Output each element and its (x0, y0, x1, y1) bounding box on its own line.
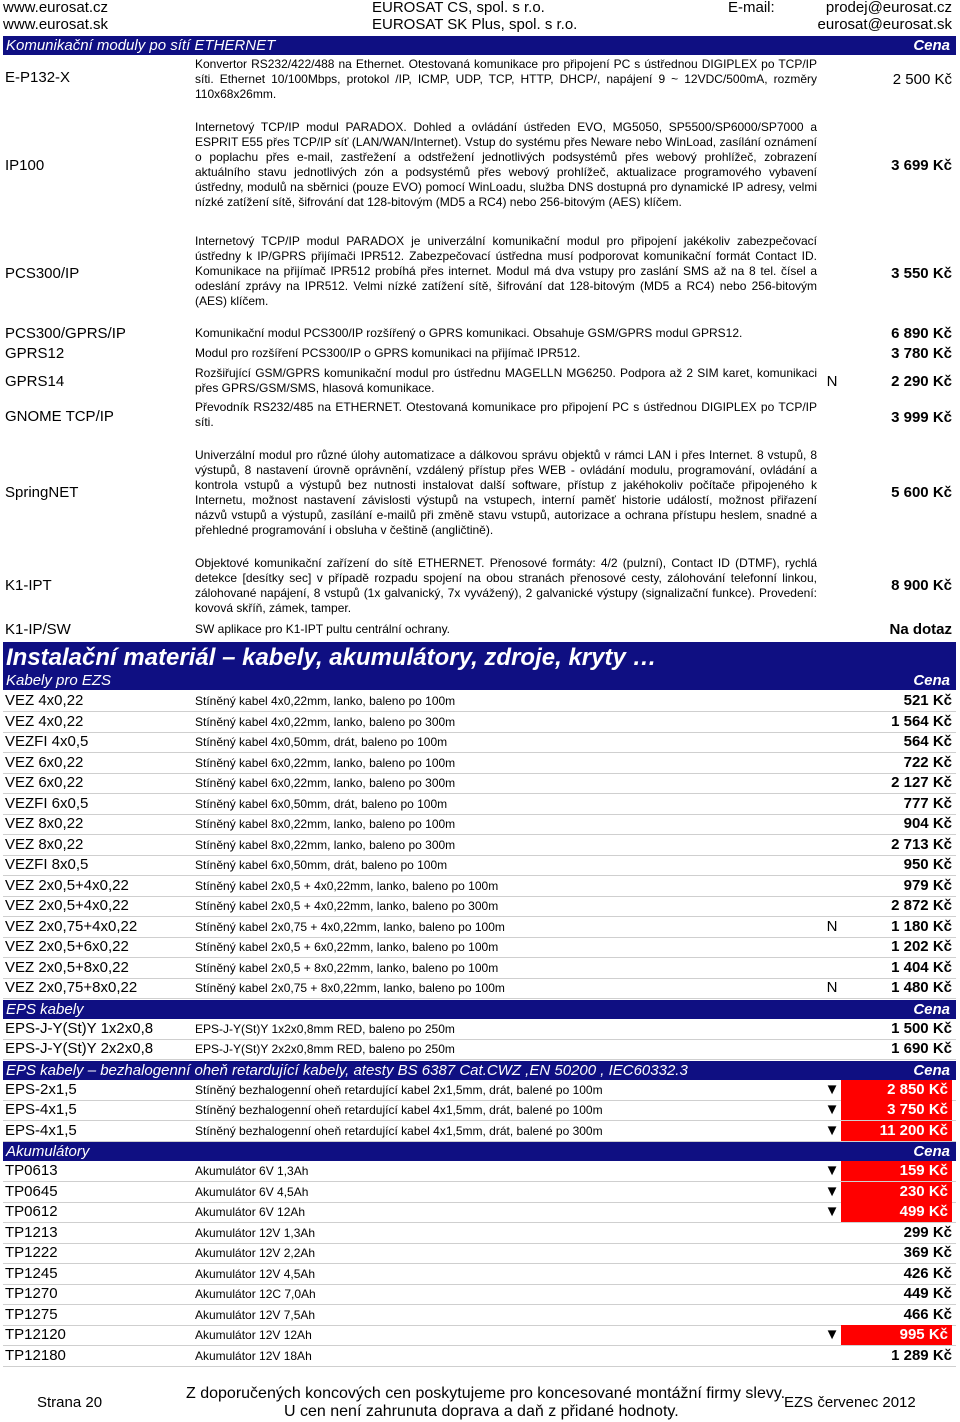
table-row (3, 876, 956, 897)
new-mark: N (826, 917, 838, 935)
item-description: Stíněný kabel 6x0,50mm, drát, baleno po 100m (195, 796, 448, 811)
section-ethernet-header (3, 36, 956, 55)
product-code: GPRS14 (5, 373, 65, 390)
item-description: Stíněný kabel 2x0,5 + 6x0,22mm, lanko, baleno po 100m (195, 940, 499, 954)
item-price: 1 289 Kč (891, 1346, 952, 1364)
item-price: 426 Kč (903, 1264, 952, 1282)
item-code: TP1245 (5, 1264, 58, 1282)
item-description: Stíněný kabel 6x0,22mm, lanko, baleno po 100m (195, 755, 456, 770)
item-description: Akumulátor 6V 12Ah (195, 1205, 306, 1219)
item-code: VEZ 8x0,22 (5, 835, 84, 853)
product-description: Převodník RS232/485 na ETHERNET. Otestovaná komunikace pro připojení PC s ústřednou DIGIPLEX po TCP/IP síti. (195, 400, 817, 429)
product-code: SpringNET (5, 484, 79, 501)
price-column-label: Cena (913, 1143, 950, 1160)
table-row (3, 1121, 956, 1142)
item-code: VEZ 4x0,22 (5, 712, 84, 730)
product-price: 3 550 Kč (891, 265, 952, 282)
item-description: Akumulátor 12V 2,2Ah (195, 1246, 316, 1260)
header-web-cz[interactable]: www.eurosat.cz (3, 0, 109, 16)
item-code: TP12120 (5, 1326, 66, 1343)
item-price: 230 Kč (841, 1182, 952, 1202)
header-company-sk: EUROSAT SK Plus, spol. s r.o. (372, 16, 578, 33)
product-code: PCS300/IP (5, 265, 80, 282)
product-code: GPRS12 (5, 345, 65, 362)
table-row (3, 1243, 956, 1264)
item-description: Stíněný bezhalogenní oheň retardující kabel 4x1,5mm, drát, balené po 300m (195, 1123, 603, 1138)
item-price: 2 127 Kč (891, 774, 952, 791)
page-number: Strana 20 (37, 1394, 103, 1411)
item-price: 1 690 Kč (891, 1040, 952, 1057)
item-code: EPS-2x1,5 (5, 1080, 77, 1098)
section-title: Akumulátory (6, 1143, 90, 1160)
item-price: 777 Kč (903, 794, 952, 812)
item-description: Stíněný bezhalogenní oheň retardující kabel 4x1,5mm, drát, balené po 100m (195, 1103, 603, 1117)
item-description: Stíněný kabel 2x0,5 + 4x0,22mm, lanko, baleno po 300m (195, 899, 499, 913)
item-description: Stíněný kabel 6x0,50mm, drát, baleno po 100m (195, 858, 448, 872)
new-mark: N (826, 373, 838, 390)
section-title: Instalační materiál – kabely, akumulátory, zdroje, kryty … (6, 644, 657, 671)
item-code: VEZFI 8x0,5 (5, 856, 89, 873)
item-price: 3 750 Kč (841, 1100, 952, 1120)
table-row (3, 1223, 956, 1244)
item-code: VEZ 6x0,22 (5, 753, 84, 771)
table-row (3, 1080, 956, 1101)
table-row (3, 1325, 956, 1346)
item-code: EPS-J-Y(St)Y 1x2x0,8 (5, 1019, 154, 1037)
product-price: Na dotaz (889, 621, 952, 638)
product-description: Modul pro rozšíření PCS300/IP o GPRS komunikaci na přijímač IPR512. (195, 346, 581, 360)
section-title: Kabely pro EZS (6, 672, 112, 689)
table-row (3, 1100, 956, 1121)
product-row (3, 344, 956, 364)
item-description: Akumulátor 6V 1,3Ah (195, 1164, 309, 1178)
item-description: Stíněný kabel 2x0,75 + 8x0,22mm, lanko, baleno po 100m (195, 981, 505, 995)
item-price: 722 Kč (903, 753, 952, 771)
item-price: 369 Kč (903, 1244, 952, 1261)
table-row (3, 1019, 956, 1040)
item-description: Akumulátor 6V 4,5Ah (195, 1184, 309, 1199)
product-description: Univerzální modul pro různé úlohy automatizace a dálkovou správu objektů v rámci LAN i přes Internet. 8 vstupů, 8 výstupů, 8 nastavení úrovně oprávnění, vzdálený přístup přes WEB - ovládání modulu, programování, ovládání a kontrola vstupů a výstupů bez nutnosti instalovat další software, přístup z jakéhokoliv počítače připojeného k Internetu, možnost nastavení závislosti výstupů na vstupech, interní paměť historie událostí, možnost přiřazení názvů vstupů a výstupů, zasílání e-mailů při změně stavu vstupů, autorizace a ochrana přístupu heslem, snadné a přehledné programování i obsluha v češtině (angličtině). (195, 448, 817, 537)
product-description: Internetový TCP/IP modul PARADOX je univerzální komunikační modul pro připojení jakékoliv zabezpečovací ústředny k IP/GPRS přijímači IPR512. Zabezpečovací ústředna musí podporovat komunikační formát Contact ID. Komunikace na přijímač IPR512 probíhá přes internet. Modul má dva vstupy pro zaslání SMS až na 8 tel. čísel a odeslání zprávy na IPR512. Velmi nízké zatížení sítě, šifrování dat 128-bitovým (MD5 a RC4) nebo 256-bitovým (AES) klíčem. (195, 234, 817, 308)
product-row (3, 57, 956, 102)
table-row (3, 1305, 956, 1326)
product-description: Komunikační modul PCS300/IP rozšířený o GPRS komunikaci. Obsahuje GSM/GPRS modul GPRS12. (195, 326, 743, 340)
item-description: Stíněný kabel 4x0,50mm, drát, baleno po 100m (195, 735, 448, 749)
table-row (3, 1284, 956, 1305)
item-description: Stíněný kabel 2x0,5 + 8x0,22mm, lanko, baleno po 100m (195, 960, 499, 975)
item-description: Akumulátor 12V 1,3Ah (195, 1225, 316, 1240)
product-row (3, 448, 956, 538)
price-down-icon: ▼ (824, 1121, 840, 1139)
item-price: 1 480 Kč (891, 979, 952, 996)
item-code: TP1270 (5, 1285, 58, 1302)
item-code: TP0645 (5, 1182, 58, 1200)
section-install-header (3, 642, 956, 674)
product-price: 5 600 Kč (891, 484, 952, 501)
section-batteries-header (3, 1142, 956, 1161)
product-price: 3 699 Kč (891, 157, 952, 174)
table-row (3, 1346, 956, 1367)
product-description: Internetový TCP/IP modul PARADOX. Dohled a ovládání ústředen EVO, MG5050, SP5500/SP6000/SP7000 a ESPRIT E55 přes TCP/IP síť (LAN/WAN/Internet). Vstup do systému přes Neware nebo WinLoad, zasílání oznámení o poplachu přes e-mail, zastřežení a odstřežení jednotlivých podsystémů přes webový prohlížeč, zobrazení aktuálního stavu jednotlivých zón a podsystémů přes webový prohlížeč, aktualizace programového vybavení ústředny, modulů na sběrnici (pouze EVO) pomocí WinLoadu, služba DNS dostupná pro dynamické IP adresy, velmi nízké zatížení sítě, šifrování dat 128-bitovým (MD5 a RC4) nebo 256-bitovým (AES) klíčem. (195, 120, 817, 209)
item-price: 299 Kč (903, 1223, 952, 1241)
item-description: Akumulátor 12V 7,5Ah (195, 1307, 316, 1322)
item-price: 950 Kč (903, 856, 952, 873)
item-price: 904 Kč (903, 815, 952, 832)
item-price: 159 Kč (841, 1161, 952, 1181)
price-column-label: Cena (913, 672, 950, 689)
section-eps-halogen-header (3, 1061, 956, 1080)
item-code: VEZ 2x0,5+8x0,22 (5, 958, 129, 976)
price-down-icon: ▼ (824, 1203, 840, 1220)
item-price: 1 500 Kč (891, 1019, 952, 1037)
table-row (3, 691, 956, 712)
table-row (3, 773, 956, 794)
product-row (3, 234, 956, 312)
item-description: Akumulátor 12V 18Ah (195, 1348, 312, 1363)
item-code: VEZ 8x0,22 (5, 815, 84, 832)
table-row (3, 1202, 956, 1223)
item-price: 521 Kč (903, 692, 952, 709)
product-price: 3 999 Kč (891, 409, 952, 426)
item-price: 1 180 Kč (891, 917, 952, 935)
item-code: TP12180 (5, 1346, 66, 1364)
price-column-label: Cena (913, 1000, 950, 1018)
table-row (3, 712, 956, 733)
table-row (3, 917, 956, 938)
item-code: VEZ 6x0,22 (5, 774, 84, 791)
table-row (3, 1039, 956, 1060)
product-row (3, 324, 956, 344)
table-row (3, 937, 956, 958)
product-row (3, 400, 956, 432)
item-price: 499 Kč (841, 1202, 952, 1222)
table-row (3, 753, 956, 774)
product-price: 2 500 Kč (892, 71, 952, 88)
header-email-cz[interactable]: prodej@eurosat.cz (825, 0, 952, 16)
item-price: 1 202 Kč (891, 938, 952, 955)
item-code: VEZ 4x0,22 (5, 692, 84, 709)
table-row (3, 896, 956, 917)
price-down-icon: ▼ (824, 1326, 840, 1343)
price-down-icon: ▼ (824, 1080, 840, 1098)
price-down-icon: ▼ (824, 1101, 840, 1118)
product-code: E-P132-X (5, 69, 71, 86)
table-row (3, 814, 956, 835)
item-code: TP1275 (5, 1305, 58, 1323)
item-description: Stíněný kabel 4x0,22mm, lanko, baleno po 100m (195, 694, 456, 708)
product-price: 2 290 Kč (891, 373, 952, 390)
product-description: SW aplikace pro K1-IPT pultu centrální ochrany. (195, 622, 451, 636)
item-price: 11 200 Kč (841, 1121, 952, 1141)
product-row (3, 556, 956, 616)
item-price: 2 850 Kč (841, 1080, 952, 1100)
item-description: Stíněný kabel 6x0,22mm, lanko, baleno po 300m (195, 776, 456, 790)
item-code: VEZ 2x0,75+4x0,22 (5, 917, 138, 935)
item-code: EPS-4x1,5 (5, 1121, 77, 1139)
section-title: EPS kabely (6, 1000, 84, 1018)
item-description: EPS-J-Y(St)Y 2x2x0,8mm RED, baleno po 250m (195, 1042, 455, 1056)
item-code: EPS-J-Y(St)Y 2x2x0,8 (5, 1040, 154, 1057)
item-description: EPS-J-Y(St)Y 1x2x0,8mm RED, baleno po 250m (195, 1021, 455, 1036)
section-eps-header (3, 1000, 956, 1019)
header-email-label: E-mail: (728, 0, 775, 16)
item-code: VEZ 2x0,5+4x0,22 (5, 876, 129, 894)
footer-note-discount: Z doporučených koncových cen poskytujeme pro koncesované montážní firmy slevy. (186, 1385, 786, 1402)
header-email-sk[interactable]: eurosat@eurosat.sk (817, 16, 952, 33)
item-code: VEZ 2x0,5+6x0,22 (5, 938, 129, 955)
section-title: EPS kabely – bezhalogenní oheň retardující kabely, atesty BS 6387 Cat.CWZ ,EN 50200 , IEC60332.3 (6, 1061, 688, 1079)
product-row (3, 366, 956, 398)
item-price: 1 404 Kč (891, 958, 952, 976)
new-mark: N (826, 979, 838, 996)
table-row (3, 1264, 956, 1285)
table-row (3, 732, 956, 753)
item-price: 2 713 Kč (891, 835, 952, 853)
item-price: 564 Kč (903, 733, 952, 750)
table-row (3, 978, 956, 999)
table-row (3, 1182, 956, 1203)
price-column-label: Cena (913, 37, 950, 54)
table-row (3, 835, 956, 856)
product-price: 8 900 Kč (891, 577, 952, 594)
product-description: Rozšiřující GSM/GPRS komunikační modul pro ústřednu MAGELLN MG6250. Podpora až 2 SIM karet, komunikaci přes GPRS/GSM/SMS, hlasová komunikace. (195, 366, 817, 395)
table-row (3, 1161, 956, 1182)
item-code: VEZFI 4x0,5 (5, 733, 89, 750)
footer-edition: EZS červenec 2012 (784, 1394, 916, 1411)
product-code: K1-IPT (5, 577, 52, 594)
product-row (3, 120, 956, 212)
item-code: TP1222 (5, 1244, 58, 1261)
product-description: Konvertor RS232/422/488 na Ethernet. Otestovaná komunikace pro připojení PC s ústřednou DIGIPLEX po TCP/IP síti. Ethernet 10/100Mbps, protokol /IP, ICMP, UDP, TCP, HTTP, DHCP/, napájení 9 ~ 12VDC/500mA, rozměry 110x68x26mm. (195, 57, 817, 101)
item-code: TP0612 (5, 1203, 58, 1220)
item-description: Stíněný kabel 2x0,5 + 4x0,22mm, lanko, baleno po 100m (195, 878, 499, 893)
product-code: GNOME TCP/IP (5, 408, 114, 425)
item-description: Akumulátor 12C 7,0Ah (195, 1287, 316, 1301)
item-price: 2 872 Kč (891, 897, 952, 914)
product-code: PCS300/GPRS/IP (5, 325, 126, 342)
footer-note-vat: U cen není zahrunuta doprava a daň z přidané hodnoty. (284, 1403, 679, 1420)
item-price: 466 Kč (903, 1305, 952, 1323)
table-row (3, 855, 956, 876)
item-price: 449 Kč (903, 1285, 952, 1302)
item-description: Stíněný bezhalogenní oheň retardující kabel 2x1,5mm, drát, balené po 100m (195, 1082, 603, 1097)
item-code: TP1213 (5, 1223, 58, 1241)
section-title: Komunikační moduly po sítí ETHERNET (6, 37, 276, 54)
table-row (3, 958, 956, 979)
item-code: VEZ 2x0,75+8x0,22 (5, 979, 138, 996)
item-price: 979 Kč (903, 876, 952, 894)
item-code: VEZFI 6x0,5 (5, 794, 89, 812)
product-description: Objektové komunikační zařízení do sítě ETHERNET. Přenosové formáty: 4/2 (pulzní), Contact ID (DTMF), rychlá detekce [desítky sec] v případě rozpadu spojení na obou stranách přenosové cesty, zálohování telefonní linkou, zálohované napájení, 8 vstupů (1x galvanický, 7x vyvážený), 2 galvanické výstupy (signalizační funkce). Provedení: kovová skříň, zámek, tamper. (195, 556, 817, 615)
product-code: IP100 (5, 157, 45, 174)
item-description: Stíněný kabel 2x0,75 + 4x0,22mm, lanko, baleno po 100m (195, 919, 505, 934)
section-cables-header (3, 671, 956, 690)
item-code: VEZ 2x0,5+4x0,22 (5, 897, 129, 914)
product-row (3, 620, 956, 640)
item-code: EPS-4x1,5 (5, 1101, 77, 1118)
product-price: 3 780 Kč (891, 345, 952, 362)
item-description: Stíněný kabel 4x0,22mm, lanko, baleno po 300m (195, 714, 456, 729)
price-down-icon: ▼ (824, 1162, 840, 1179)
header-web-sk[interactable]: www.eurosat.sk (3, 16, 109, 33)
item-price: 995 Kč (841, 1325, 952, 1345)
item-code: TP0613 (5, 1162, 58, 1179)
header-company-cz: EUROSAT CS, spol. s r.o. (372, 0, 545, 16)
table-row (3, 794, 956, 815)
price-down-icon: ▼ (824, 1182, 840, 1200)
item-description: Stíněný kabel 8x0,22mm, lanko, baleno po 300m (195, 837, 456, 852)
product-price: 6 890 Kč (891, 325, 952, 342)
product-code: K1-IP/SW (5, 621, 71, 638)
item-description: Stíněný kabel 8x0,22mm, lanko, baleno po 100m (195, 817, 456, 831)
item-description: Akumulátor 12V 4,5Ah (195, 1266, 316, 1281)
item-price: 1 564 Kč (891, 712, 952, 730)
price-column-label: Cena (913, 1061, 950, 1079)
item-description: Akumulátor 12V 12Ah (195, 1328, 312, 1342)
